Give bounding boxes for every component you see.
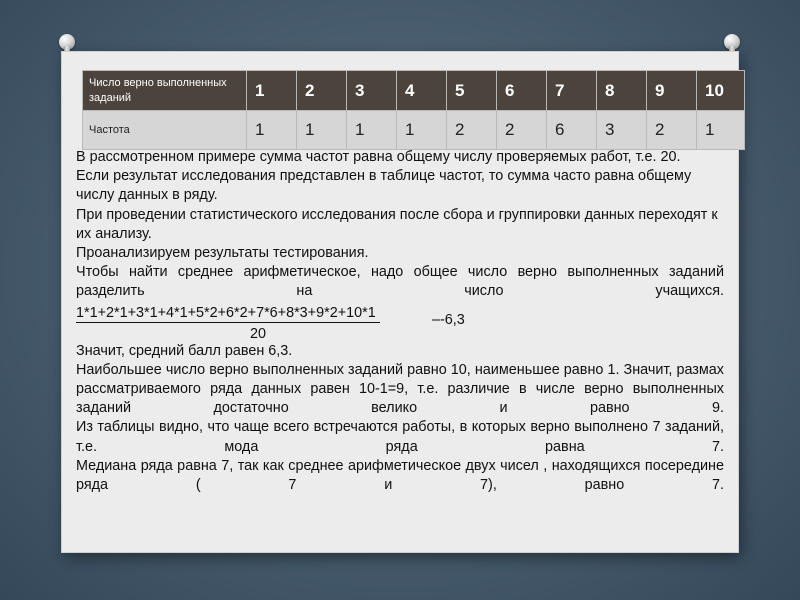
header-cell: 1 (247, 71, 297, 111)
paragraph: Значит, средний балл равен 6,3. (76, 342, 293, 359)
frequency-table (82, 70, 745, 150)
header-label-cell: Число верно выполненных заданий (83, 71, 247, 111)
table-cell: 1 (297, 111, 347, 150)
paragraph: Медиана ряда равна 7, так как среднее арифметическое двух чисел , находящихся посередине ряда ( 7 и 7), равно 7. (76, 457, 724, 494)
header-cell: 8 (597, 71, 647, 111)
table-cell: 1 (697, 111, 745, 150)
table-row (83, 111, 745, 150)
formula-denominator: 20 (250, 325, 267, 342)
header-cell: 6 (497, 71, 547, 111)
mean-formula (76, 304, 724, 342)
paragraph: Проанализируем результаты тестирования. (76, 245, 369, 262)
table-cell: 6 (547, 111, 597, 150)
paragraph: Если результат исследования представлен в таблице частот, то сумма часто равна общему числу данных в ряду. (76, 168, 692, 204)
header-cell: 3 (347, 71, 397, 111)
paragraph: Чтобы найти среднее арифметическое, надо общее число верно выполненных заданий разделить на число учащихся. (76, 264, 724, 300)
table-cell: 2 (497, 111, 547, 150)
paragraph: Из таблицы видно, что чаще всего встречаются работы, в которых верно выполнено 7 заданий, т.е. мода ряда равна 7. (76, 419, 724, 455)
header-cell: 4 (397, 71, 447, 111)
table-cell: 2 (447, 111, 497, 150)
table-cell: 1 (247, 111, 297, 150)
table-cell: 2 (647, 111, 697, 150)
slide-card (62, 52, 738, 552)
paragraph: В рассмотренном примере сумма частот равна общему числу проверяемых работ, т.е. 20. (76, 149, 681, 165)
formula-numerator: 1*1+2*1+3*1+4*1+5*2+6*2+7*6+8*3+9*2+10*1 (76, 304, 380, 323)
header-cell: 10 (697, 71, 745, 111)
paragraph: Наибольшее число верно выполненных заданий равно 10, наименьшее равно 1. Значит, размах рассматриваемого ряда данных равен 10-1=9, т.е. различие в числе верно выполненных заданий достаточно велико и равно 9. (76, 361, 724, 417)
row-label-cell: Частота (83, 111, 247, 150)
header-cell: 7 (547, 71, 597, 111)
body-text (76, 148, 724, 495)
table-cell: 3 (597, 111, 647, 150)
paragraph: При проведении статистического исследования после сбора и группировки данных переходят к их анализу. (76, 206, 718, 242)
table-cell: 1 (347, 111, 397, 150)
header-cell: 9 (647, 71, 697, 111)
header-cell: 2 (297, 71, 347, 111)
table-header-row (83, 71, 745, 111)
formula-result: –-6,3 (432, 311, 465, 328)
header-cell: 5 (447, 71, 497, 111)
table-cell: 1 (397, 111, 447, 150)
